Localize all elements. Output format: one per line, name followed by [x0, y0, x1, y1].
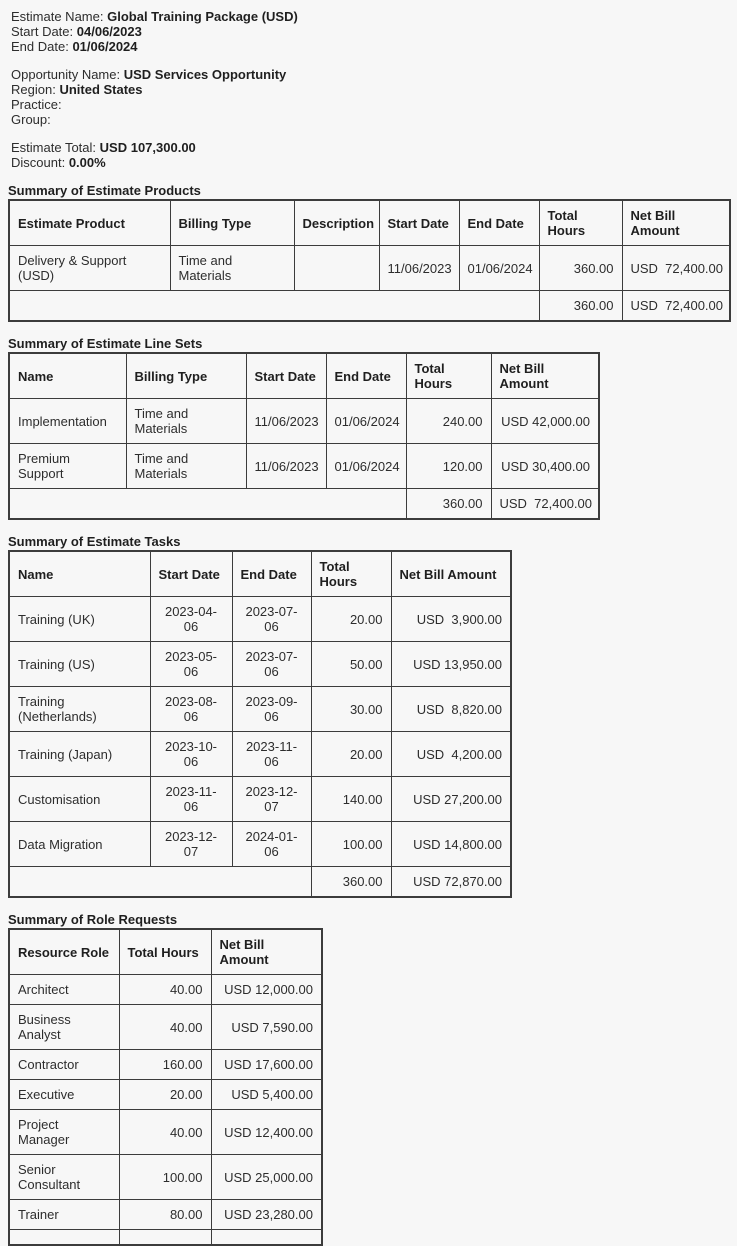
cell: Training (Japan): [9, 732, 150, 777]
cell: 40.00: [119, 975, 211, 1005]
table-row: [9, 1200, 322, 1230]
cell: 140.00: [311, 777, 391, 822]
line-sets-section-title: Summary of Estimate Line Sets: [8, 336, 203, 351]
total-cell: USD 72,870.00: [391, 867, 511, 898]
spacer-cell: [9, 489, 406, 520]
column-header: Start Date: [379, 200, 459, 246]
opportunity-name-label: Opportunity Name:: [11, 67, 121, 82]
cell: 2023-08-06: [150, 687, 232, 732]
tasks-section-title: Summary of Estimate Tasks: [8, 534, 181, 549]
cell: USD 3,900.00: [391, 597, 511, 642]
cell: Senior Consultant: [9, 1155, 119, 1200]
estimate-name-label: Estimate Name:: [11, 9, 104, 24]
total-cell: USD 72,400.00: [491, 489, 599, 520]
column-header: Name: [9, 551, 150, 597]
column-header: Billing Type: [126, 353, 246, 399]
start-date-label: Start Date:: [11, 24, 74, 39]
end-date-label: End Date:: [11, 39, 69, 54]
total-row: [9, 867, 511, 898]
table-row: [9, 732, 511, 777]
column-header: Net Bill Amount: [211, 929, 322, 975]
total-cell: 360.00: [539, 291, 622, 322]
totals-block: [11, 140, 737, 170]
cell: 20.00: [311, 597, 391, 642]
group-label: Group:: [11, 112, 51, 127]
cell: Time and Materials: [126, 444, 246, 489]
cell: 160.00: [119, 1050, 211, 1080]
column-header: Total Hours: [406, 353, 491, 399]
table-row: [9, 1005, 322, 1050]
cell: 2023-10-06: [150, 732, 232, 777]
role-requests-section-title: Summary of Role Requests: [8, 912, 178, 927]
total-row: [9, 489, 599, 520]
cell: USD 27,200.00: [391, 777, 511, 822]
cell: 20.00: [119, 1080, 211, 1110]
total-cell: USD 72,400.00: [622, 291, 730, 322]
column-header: Total Hours: [539, 200, 622, 246]
header-row: [9, 551, 511, 597]
cell: USD 42,000.00: [491, 399, 599, 444]
cell: 240.00: [406, 399, 491, 444]
cell: 2023-05-06: [150, 642, 232, 687]
cell: 40.00: [119, 1005, 211, 1050]
table-row: [9, 399, 599, 444]
column-header: Estimate Product: [9, 200, 170, 246]
total-cell: 360.00: [311, 867, 391, 898]
column-header: Net Bill Amount: [622, 200, 730, 246]
estimate-name-value: Global Training Package (USD): [107, 9, 298, 24]
table-row: [9, 687, 511, 732]
column-header: End Date: [326, 353, 406, 399]
cell: USD 14,800.00: [391, 822, 511, 867]
cell: 11/06/2023: [246, 399, 326, 444]
cell: 2023-04-06: [150, 597, 232, 642]
header-row: [9, 929, 322, 975]
column-header: Total Hours: [311, 551, 391, 597]
table-row: [9, 1050, 322, 1080]
cell: 11/06/2023: [379, 246, 459, 291]
cell: USD 8,820.00: [391, 687, 511, 732]
cell: 01/06/2024: [326, 444, 406, 489]
opportunity-block: [11, 67, 737, 127]
header-row: [9, 353, 599, 399]
cell: 40.00: [119, 1110, 211, 1155]
estimate-products-table: [8, 199, 731, 322]
cell: Customisation: [9, 777, 150, 822]
column-header: Billing Type: [170, 200, 294, 246]
estimate-total-label: Estimate Total:: [11, 140, 97, 155]
discount-label: Discount:: [11, 155, 66, 170]
products-section-title: Summary of Estimate Products: [8, 183, 201, 198]
cell: 2023-12-07: [232, 777, 311, 822]
cell: Business Analyst: [9, 1005, 119, 1050]
cell: 2023-07-06: [232, 597, 311, 642]
column-header: Net Bill Amount: [391, 551, 511, 597]
column-header: Name: [9, 353, 126, 399]
table-row: [9, 642, 511, 687]
cell: Time and Materials: [126, 399, 246, 444]
cell: 01/06/2024: [326, 399, 406, 444]
column-header: Resource Role: [9, 929, 119, 975]
column-header: End Date: [459, 200, 539, 246]
cell: 360.00: [539, 246, 622, 291]
region-label: Region:: [11, 82, 56, 97]
cell: 2023-12-07: [150, 822, 232, 867]
cell: 30.00: [311, 687, 391, 732]
total-row: [9, 1230, 322, 1246]
cell: USD 4,200.00: [391, 732, 511, 777]
cell: Premium Support: [9, 444, 126, 489]
end-date-value: 01/06/2024: [72, 39, 138, 54]
estimate-total-value: USD 107,300.00: [99, 140, 196, 155]
table-row: [9, 975, 322, 1005]
cell: USD 23,280.00: [211, 1200, 322, 1230]
table-row: [9, 444, 599, 489]
total-row: [9, 291, 730, 322]
role-requests-table: [8, 928, 323, 1246]
column-header: Start Date: [150, 551, 232, 597]
practice-label: Practice:: [11, 97, 62, 112]
cell: 50.00: [311, 642, 391, 687]
spacer-cell: [9, 867, 311, 898]
cell: Time and Materials: [170, 246, 294, 291]
table-row: [9, 1080, 322, 1110]
cell: 2023-11-06: [150, 777, 232, 822]
column-header: Total Hours: [119, 929, 211, 975]
header-row: [9, 200, 730, 246]
cell: 2024-01-06: [232, 822, 311, 867]
total-cell: 360.00: [406, 489, 491, 520]
cell: 11/06/2023: [246, 444, 326, 489]
column-header: Start Date: [246, 353, 326, 399]
column-header: End Date: [232, 551, 311, 597]
cell: Training (UK): [9, 597, 150, 642]
estimate-header-block: [11, 9, 737, 54]
cell: Contractor: [9, 1050, 119, 1080]
cell: USD 7,590.00: [211, 1005, 322, 1050]
cell: Trainer: [9, 1200, 119, 1230]
cell: USD 12,400.00: [211, 1110, 322, 1155]
cell: Data Migration: [9, 822, 150, 867]
cell: USD 13,950.00: [391, 642, 511, 687]
cell: Training (Netherlands): [9, 687, 150, 732]
cell: 2023-09-06: [232, 687, 311, 732]
cell: USD 12,000.00: [211, 975, 322, 1005]
cell: Training (US): [9, 642, 150, 687]
spacer-cell: [9, 1230, 119, 1246]
cell: USD 17,600.00: [211, 1050, 322, 1080]
estimate-tasks-table: [8, 550, 512, 898]
cell: USD 30,400.00: [491, 444, 599, 489]
cell: Project Manager: [9, 1110, 119, 1155]
cell: Executive: [9, 1080, 119, 1110]
cell: 100.00: [311, 822, 391, 867]
cell: [294, 246, 379, 291]
table-row: [9, 822, 511, 867]
cell: 80.00: [119, 1200, 211, 1230]
cell: USD 5,400.00: [211, 1080, 322, 1110]
cell: Delivery & Support (USD): [9, 246, 170, 291]
cell: Implementation: [9, 399, 126, 444]
cell: USD 25,000.00: [211, 1155, 322, 1200]
discount-value: 0.00%: [68, 155, 106, 170]
table-row: [9, 1110, 322, 1155]
total-cell: [211, 1230, 322, 1246]
cell: 2023-11-06: [232, 732, 311, 777]
start-date-value: 04/06/2023: [76, 24, 142, 39]
cell: 01/06/2024: [459, 246, 539, 291]
cell: Architect: [9, 975, 119, 1005]
table-row: [9, 777, 511, 822]
column-header: Description: [294, 200, 379, 246]
spacer-cell: [9, 291, 539, 322]
cell: 100.00: [119, 1155, 211, 1200]
opportunity-name-value: USD Services Opportunity: [123, 67, 287, 82]
cell: 120.00: [406, 444, 491, 489]
column-header: Net Bill Amount: [491, 353, 599, 399]
table-row: [9, 246, 730, 291]
total-cell: [119, 1230, 211, 1246]
estimate-line-sets-table: [8, 352, 600, 520]
cell: 2023-07-06: [232, 642, 311, 687]
table-row: [9, 1155, 322, 1200]
cell: 20.00: [311, 732, 391, 777]
table-row: [9, 597, 511, 642]
region-value: United States: [59, 82, 143, 97]
cell: USD 72,400.00: [622, 246, 730, 291]
